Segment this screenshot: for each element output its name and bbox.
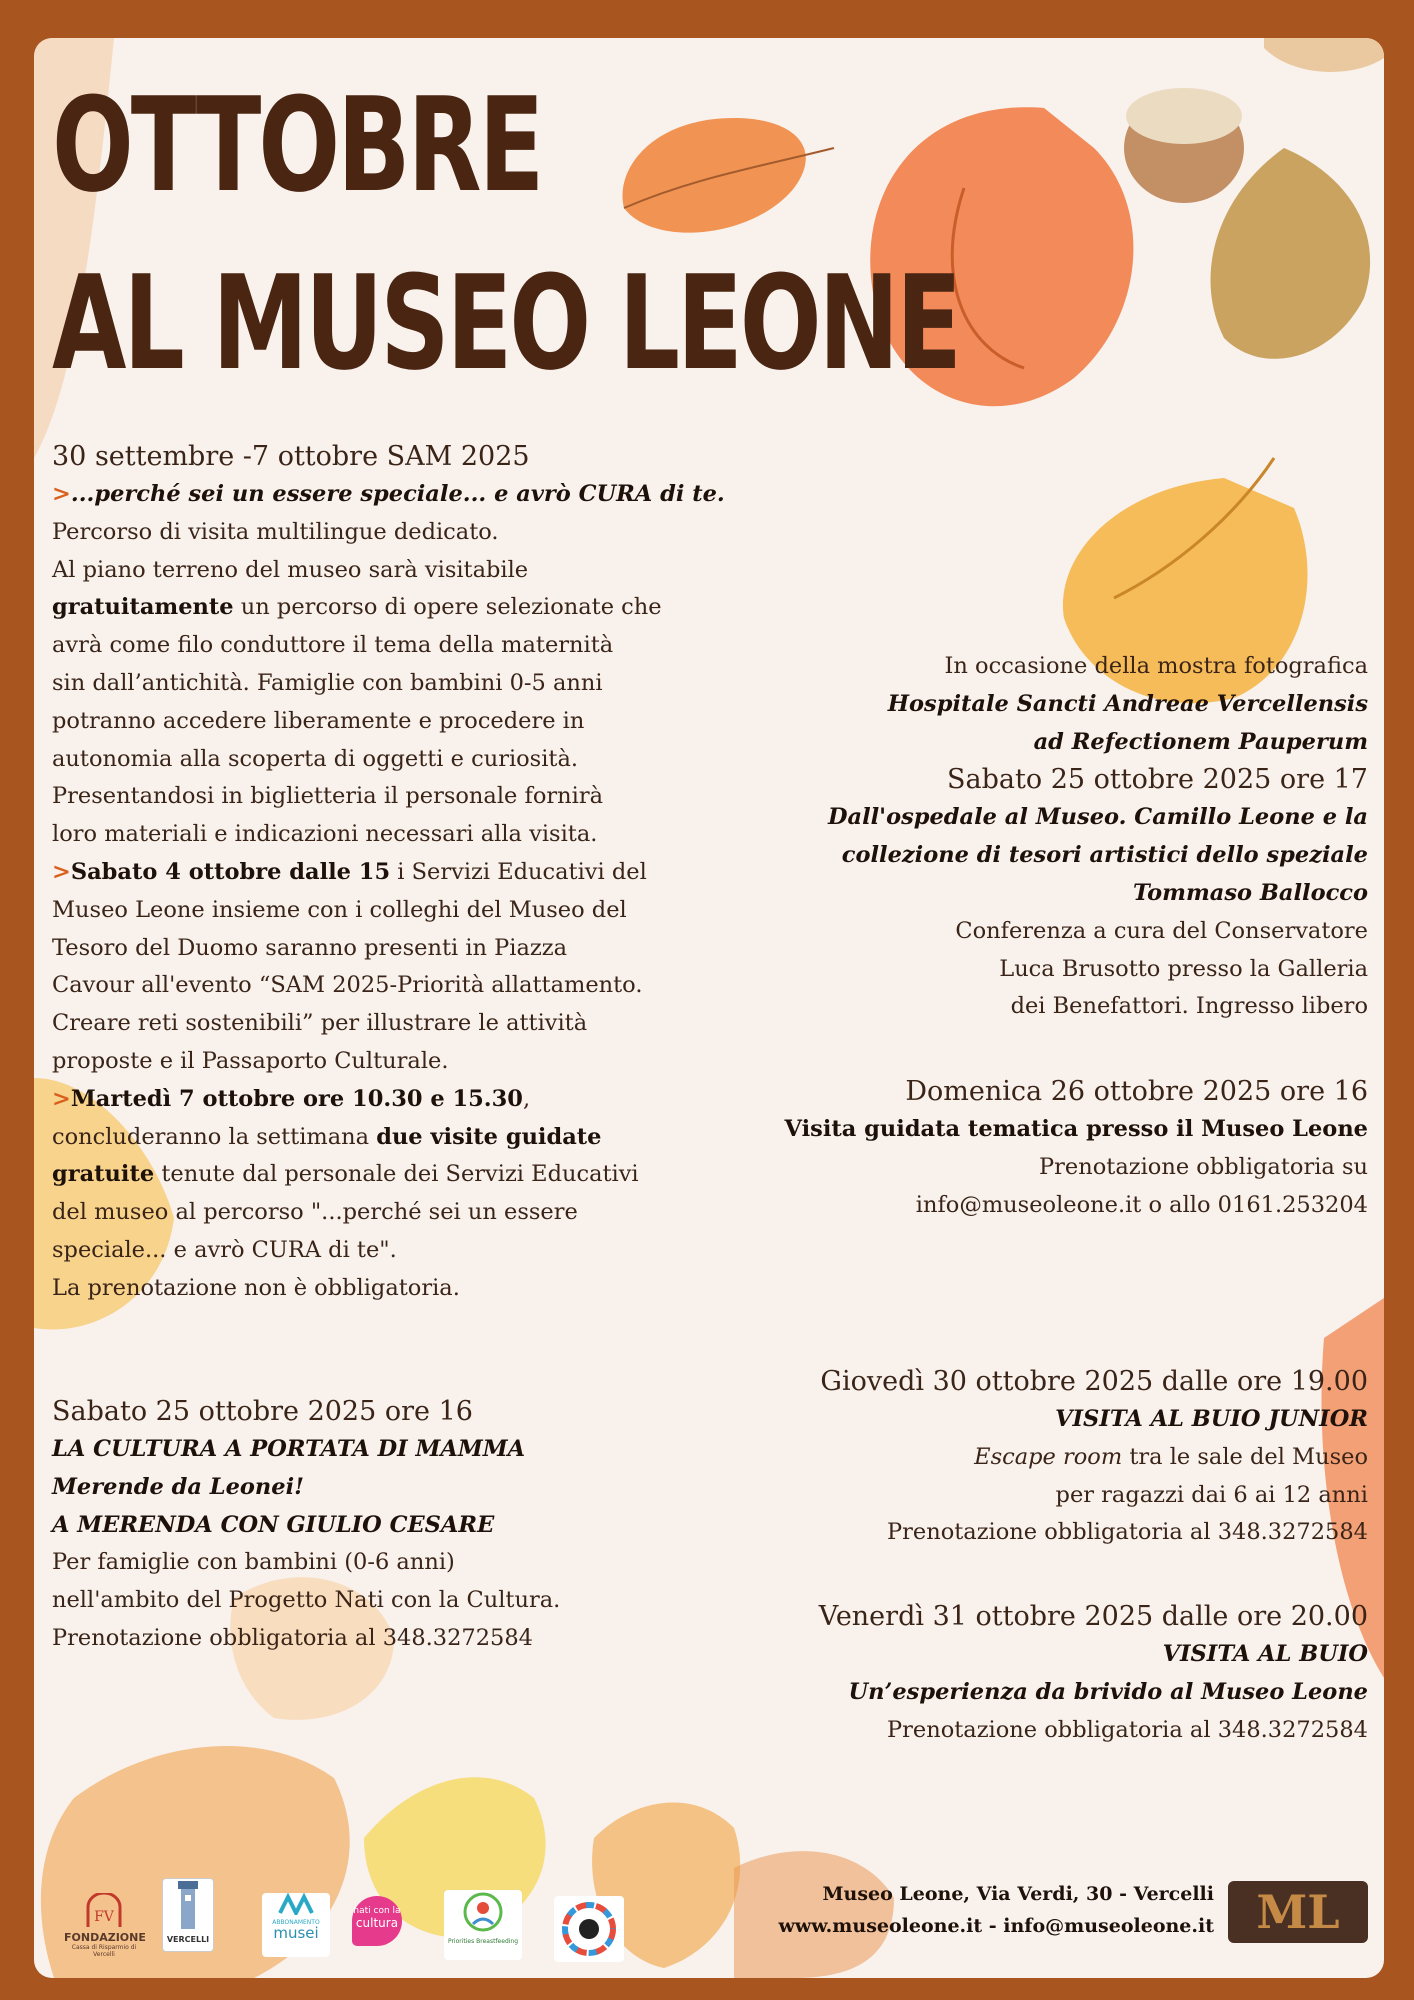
conference-intro: In occasione della mostra fotografica — [944, 653, 1368, 679]
sab4-date: Sabato 4 ottobre dalle 15 — [70, 858, 391, 885]
fondazione-sublabel: Cassa di Risparmio di Vercelli — [71, 1944, 137, 1958]
color-wheel-icon — [561, 1901, 617, 1957]
sam-text-3 — [52, 589, 772, 627]
conference-title-3: Tommaso Ballocco — [1133, 879, 1368, 906]
night-visit-text-1: Prenotazione obbligatoria al 348.3272584 — [887, 1716, 1368, 1743]
priorities-label: Priorities Breastfeeding — [447, 1938, 519, 1945]
fondazione-label: FONDAZIONE — [64, 1931, 146, 1944]
night-visit-subtitle: Un’esperienza da brivido al Museo Leone — [848, 1678, 1368, 1705]
junior-night-text-2: per ragazzi dai 6 ai 12 anni — [1055, 1481, 1368, 1508]
svg-text:FV: FV — [94, 1909, 114, 1925]
mar7-comma: , — [522, 1085, 531, 1112]
junior-night-text-3: Prenotazione obbligatoria al 348.3272584 — [887, 1519, 1368, 1546]
sam-free-label: gratuitamente — [52, 594, 234, 621]
mar7-text-2 — [52, 1119, 772, 1157]
mar7-text-3 — [52, 1156, 772, 1194]
sab4-line — [52, 854, 772, 892]
guided-tour-text-2: info@museoleone.it o allo 0161.253204 — [915, 1191, 1368, 1218]
conference-text-1: Conferenza a cura del Conservatore — [955, 917, 1368, 944]
junior-night-text-1 — [820, 1439, 1368, 1477]
fondazione-logo — [64, 1893, 146, 1958]
sab4-text-5: Creare reti sostenibili” per illustrare le attività — [52, 1010, 588, 1037]
exhibition-title-2: ad Refectionem Pauperum — [1033, 728, 1368, 755]
sam-text-9: loro materiali e indicazioni necessari alla visita. — [52, 821, 598, 848]
night-visit-event-block — [819, 1598, 1368, 1749]
sam-text-1: Percorso di visita multilingue dedicato. — [52, 518, 499, 545]
mar7-guided-tours: due visite guidate — [376, 1123, 602, 1150]
guided-tour-event-block — [785, 1073, 1368, 1224]
sam-event-block — [52, 438, 772, 1308]
sam-text-8: Presentandosi in biglietteria il personale fornirà — [52, 783, 603, 810]
mar7-text-2a: concluderanno la settimana — [52, 1123, 377, 1150]
mar7-date: Martedì 7 ottobre ore 10.30 e 15.30 — [70, 1085, 523, 1112]
merenda-title-2: Merende da Leonei! — [52, 1473, 305, 1500]
sab4-text-1: i Servizi Educativi del — [390, 858, 647, 885]
tower-icon — [173, 1879, 203, 1931]
sam-text-5: sin dall’antichità. Famiglie con bambini 0-5 anni — [52, 669, 603, 696]
sab4-text-2: Museo Leone insieme con i colleghi del Museo del — [52, 896, 627, 923]
sam-text-2: Al piano terreno del museo sarà visitabile — [52, 556, 529, 583]
junior-night-title: VISITA AL BUIO JUNIOR — [1055, 1406, 1368, 1432]
sab4-text-3: Tesoro del Duomo saranno presenti in Piazza — [52, 934, 568, 961]
mar7-text-5: speciale... e avrò CURA di te". — [52, 1236, 397, 1263]
museum-address: Museo Leone, Via Verdi, 30 - Vercelli — [822, 1883, 1214, 1905]
escape-room-label: Escape room — [974, 1443, 1123, 1470]
nati-label-2: cultura — [355, 1916, 399, 1930]
museum-web-email[interactable]: www.museoleone.it - info@museoleone.it — [778, 1915, 1214, 1937]
mar7-text-6: La prenotazione non è obbligatoria. — [52, 1274, 460, 1301]
conference-event-block — [828, 648, 1368, 1026]
sam-text-6: potranno accedere liberamente e procedere in — [52, 707, 585, 734]
priorities-breastfeeding-logo — [444, 1890, 522, 1960]
museo-leone-logo: ML — [1228, 1881, 1368, 1943]
musei-label: musei — [273, 1924, 319, 1942]
nati-label-1: nati con la — [353, 1906, 401, 1916]
mar7-text-3b: tenute dal personale dei Servizi Educativi — [154, 1161, 639, 1188]
exhibition-title-1: Hospitale Sancti Andreae Vercellensis — [887, 690, 1368, 717]
night-visit-title: VISITA AL BUIO — [1162, 1641, 1368, 1667]
sam-text-7: autonomia alla scoperta di oggetti e curiosità. — [52, 745, 579, 772]
conference-date: Sabato 25 ottobre 2025 ore 17 — [947, 764, 1368, 796]
merenda-text-3: Prenotazione obbligatoria al 348.3272584 — [52, 1624, 533, 1651]
merenda-text-2: nell'ambito del Progetto Nati con la Cultura. — [52, 1587, 561, 1614]
sam-date: 30 settembre -7 ottobre SAM 2025 — [52, 441, 530, 472]
vercelli-label: VERCELLI — [166, 1935, 210, 1944]
conference-title-1: Dall'ospedale al Museo. Camillo Leone e la — [828, 804, 1368, 831]
guided-tour-date: Domenica 26 ottobre 2025 ore 16 — [905, 1076, 1368, 1107]
junior-night-date: Giovedì 30 ottobre 2025 dalle ore 19.00 — [820, 1366, 1368, 1397]
page-title — [52, 56, 959, 412]
fondazione-emblem-icon — [84, 1893, 124, 1927]
merenda-text-1: Per famiglie con bambini (0-6 anni) — [52, 1549, 455, 1576]
merenda-title-1: LA CULTURA A PORTATA DI MAMMA — [52, 1436, 526, 1462]
conference-text-2: Luca Brusotto presso la Galleria — [999, 955, 1368, 982]
mar7-line — [52, 1081, 772, 1119]
sab4-text-6: proposte e il Passaporto Culturale. — [52, 1047, 449, 1074]
guided-tour-title: Visita guidata tematica presso il Museo Leone — [784, 1116, 1368, 1142]
merenda-event-block — [52, 1393, 560, 1658]
mar7-text-4: del museo al percorso "...perché sei un essere — [52, 1199, 578, 1226]
sam-text-4: avrà come filo conduttore il tema della maternità — [52, 632, 614, 659]
sab4-text-4: Cavour all'evento “SAM 2025-Priorità allattamento. — [52, 972, 643, 999]
title-line-1: OTTOBRE — [52, 69, 542, 221]
sam-heading: ...perché sei un essere speciale... e avrò CURA di te. — [70, 481, 725, 507]
guided-tour-text-1: Prenotazione obbligatoria su — [1039, 1153, 1368, 1180]
colorwheel-logo — [554, 1896, 624, 1962]
contact-block — [779, 1878, 1215, 1942]
abbonamento-musei-logo — [262, 1893, 330, 1957]
conference-title-2: collezione di tesori artistici dello speziale — [841, 842, 1368, 869]
junior-night-text-1-rest: tra le sale del Museo — [1122, 1443, 1368, 1470]
sam-text-3-rest: un percorso di opere selezionate che — [233, 594, 662, 621]
mar7-free: gratuite — [52, 1161, 155, 1188]
abbonamento-musei-icon — [278, 1893, 314, 1915]
breastfeeding-icon — [461, 1890, 505, 1934]
arrow-icon: > — [52, 858, 71, 885]
conference-text-3: dei Benefattori. Ingresso libero — [1010, 993, 1368, 1020]
arrow-icon: > — [52, 481, 71, 507]
arrow-icon: > — [52, 1085, 71, 1112]
nati-con-la-cultura-logo — [352, 1896, 402, 1946]
vercelli-logo — [162, 1878, 214, 1952]
title-line-2: AL MUSEO LEONE — [52, 247, 959, 399]
abbonamento-label: ABBONAMENTO — [272, 1919, 320, 1926]
merenda-title-3: A MERENDA CON GIULIO CESARE — [52, 1511, 495, 1538]
sam-heading-line — [52, 476, 772, 514]
night-visit-date: Venerdì 31 ottobre 2025 dalle ore 20.00 — [818, 1601, 1368, 1632]
poster-frame — [34, 38, 1384, 1978]
junior-night-event-block — [820, 1363, 1368, 1552]
merenda-date: Sabato 25 ottobre 2025 ore 16 — [52, 1396, 473, 1427]
